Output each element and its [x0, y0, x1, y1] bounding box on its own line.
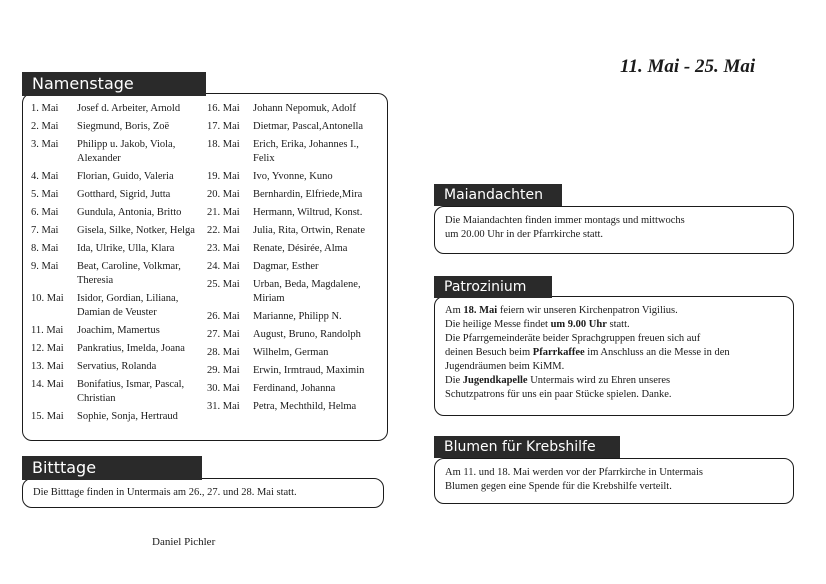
- nameday-names: Erich, Erika, Johannes I., Felix: [253, 139, 359, 164]
- nameday-date: 16. Mai: [207, 103, 240, 114]
- nameday-row: [207, 364, 383, 378]
- patrozinium-line-1: [445, 304, 783, 318]
- nameday-date: 17. Mai: [207, 121, 240, 132]
- nameday-row: [207, 260, 383, 274]
- nameday-row: [31, 378, 209, 406]
- nameday-row: [207, 328, 383, 342]
- bitttage-box: [22, 478, 384, 508]
- nameday-date: 1. Mai: [31, 103, 59, 114]
- namenstage-box: [22, 93, 388, 441]
- nameday-names: Gotthard, Sigrid, Jutta: [77, 189, 171, 200]
- nameday-names: Pankratius, Imelda, Joana: [77, 343, 185, 354]
- date-range-title: 11. Mai - 25. Mai: [620, 56, 756, 77]
- bitttage-text: Die Bitttage finden in Untermais am 26., 27. und 28. Mai statt.: [33, 487, 297, 498]
- nameday-names: Johann Nepomuk, Adolf: [253, 103, 356, 114]
- nameday-row: [31, 224, 209, 238]
- nameday-row: [207, 400, 383, 414]
- nameday-names: Ida, Ulrike, Ulla, Klara: [77, 243, 175, 254]
- nameday-row: [207, 346, 383, 360]
- nameday-names: Marianne, Philipp N.: [253, 311, 342, 322]
- nameday-date: 18. Mai: [207, 139, 240, 150]
- text-segment: feiern wir unseren Kirchenpatron Vigilius.: [497, 305, 678, 316]
- krebshilfe-line-2: Blumen gegen eine Spende für die Krebshilfe verteilt.: [445, 481, 672, 492]
- nameday-names: Petra, Mechthild, Helma: [253, 401, 357, 412]
- nameday-date: 28. Mai: [207, 347, 240, 358]
- nameday-date: 29. Mai: [207, 365, 240, 376]
- nameday-names: Renate, Désirée, Alma: [253, 243, 348, 254]
- text-segment: Die: [445, 375, 463, 386]
- nameday-date: 7. Mai: [31, 225, 59, 236]
- nameday-names: August, Bruno, Randolph: [253, 329, 361, 340]
- nameday-date: 6. Mai: [31, 207, 59, 218]
- nameday-names: Gisela, Silke, Notker, Helga: [77, 225, 195, 236]
- namenstage-heading: Namenstage: [22, 72, 206, 96]
- nameday-row: [207, 170, 383, 184]
- nameday-names: Julia, Rita, Ortwin, Renate: [253, 225, 365, 236]
- nameday-row: [31, 410, 209, 424]
- patrozinium-heading: Patrozinium: [434, 276, 552, 298]
- text-segment: Die heilige Messe findet: [445, 319, 551, 330]
- nameday-names: Servatius, Rolanda: [77, 361, 157, 372]
- nameday-names: Dietmar, Pascal,Antonella: [253, 121, 364, 132]
- nameday-date: 23. Mai: [207, 243, 240, 254]
- patrozinium-line-6: [445, 374, 783, 388]
- nameday-names: Dagmar, Esther: [253, 261, 319, 272]
- nameday-date: 24. Mai: [207, 261, 240, 272]
- nameday-date: 25. Mai: [207, 279, 240, 290]
- nameday-names: Ferdinand, Johanna: [253, 383, 336, 394]
- nameday-names: Gundula, Antonia, Britto: [77, 207, 182, 218]
- nameday-date: 20. Mai: [207, 189, 240, 200]
- nameday-names: Joachim, Mamertus: [77, 325, 160, 336]
- nameday-row: [31, 324, 209, 338]
- nameday-row: [31, 138, 209, 166]
- patrozinium-line-3: Die Pfarrgemeinderäte beider Sprachgruppen freuen sich auf: [445, 333, 701, 344]
- nameday-names: Philipp u. Jakob, Viola, Alexander: [77, 139, 176, 164]
- nameday-row: [31, 170, 209, 184]
- nameday-names: Beat, Caroline, Volkmar, Theresia: [77, 261, 181, 286]
- nameday-date: 27. Mai: [207, 329, 240, 340]
- maiandachten-heading: Maiandachten: [434, 184, 562, 206]
- patrozinium-line-4: [445, 346, 783, 360]
- nameday-row: [31, 120, 209, 134]
- krebshilfe-box: [434, 458, 794, 504]
- nameday-row: [31, 242, 209, 256]
- nameday-date: 13. Mai: [31, 361, 64, 372]
- nameday-names: Wilhelm, German: [253, 347, 329, 358]
- nameday-names: Bonifatius, Ismar, Pascal, Christian: [77, 379, 185, 404]
- text-segment: im Anschluss an die Messe in den: [584, 347, 730, 358]
- nameday-names: Josef d. Arbeiter, Arnold: [77, 103, 181, 114]
- nameday-row: [207, 138, 383, 166]
- nameday-names: Bernhardin, Elfriede,Mira: [253, 189, 363, 200]
- nameday-names: Hermann, Wiltrud, Konst.: [253, 207, 363, 218]
- nameday-names: Erwin, Irmtraud, Maximin: [253, 365, 365, 376]
- author-signature: Daniel Pichler: [152, 536, 216, 548]
- nameday-date: 26. Mai: [207, 311, 240, 322]
- nameday-date: 12. Mai: [31, 343, 64, 354]
- nameday-names: Urban, Beda, Magdalene, Miriam: [253, 279, 361, 304]
- namenstage-column-2: [207, 102, 383, 418]
- nameday-date: 22. Mai: [207, 225, 240, 236]
- jugendkapelle-highlight: Jugendkapelle: [462, 375, 528, 386]
- nameday-date: 31. Mai: [207, 401, 240, 412]
- text-segment: deinen Besuch beim: [445, 347, 533, 358]
- nameday-row: [31, 292, 209, 320]
- nameday-date: 9. Mai: [31, 261, 59, 272]
- nameday-row: [31, 260, 209, 288]
- nameday-names: Sophie, Sonja, Hertraud: [77, 411, 178, 422]
- nameday-row: [31, 188, 209, 202]
- nameday-row: [207, 242, 383, 256]
- nameday-row: [207, 310, 383, 324]
- nameday-date: 11. Mai: [31, 325, 64, 336]
- nameday-date: 5. Mai: [31, 189, 59, 200]
- krebshilfe-line-1: Am 11. und 18. Mai werden vor der Pfarrkirche in Untermais: [445, 467, 703, 478]
- nameday-row: [31, 206, 209, 220]
- nameday-row: [207, 102, 383, 116]
- patrozinium-box: [434, 296, 794, 416]
- text-segment: statt.: [606, 319, 630, 330]
- namenstage-column-1: [31, 102, 209, 428]
- nameday-date: 15. Mai: [31, 411, 64, 422]
- nameday-date: 3. Mai: [31, 139, 59, 150]
- nameday-date: 4. Mai: [31, 171, 59, 182]
- nameday-row: [207, 278, 383, 306]
- nameday-row: [31, 102, 209, 116]
- nameday-row: [31, 360, 209, 374]
- nameday-date: 10. Mai: [31, 293, 64, 304]
- nameday-date: 14. Mai: [31, 379, 64, 390]
- nameday-date: 19. Mai: [207, 171, 240, 182]
- nameday-names: Siegmund, Boris, Zoë: [77, 121, 170, 132]
- nameday-row: [207, 120, 383, 134]
- maiandachten-box: [434, 206, 794, 254]
- text-segment: Am: [445, 305, 464, 316]
- nameday-row: [31, 342, 209, 356]
- patrozinium-line-2: [445, 318, 783, 332]
- patrozinium-line-7: Schutzpatrons für uns ein paar Stücke spielen. Danke.: [445, 389, 672, 400]
- maiandachten-line-1: Die Maiandachten finden immer montags und mittwochs: [445, 215, 685, 226]
- nameday-date: 2. Mai: [31, 121, 59, 132]
- time-highlight: um 9.00 Uhr: [550, 319, 607, 330]
- nameday-row: [207, 224, 383, 238]
- nameday-names: Ivo, Yvonne, Kuno: [253, 171, 333, 182]
- nameday-date: 30. Mai: [207, 383, 240, 394]
- pfarrkaffee-highlight: Pfarrkaffee: [532, 347, 585, 358]
- bitttage-heading: Bitttage: [22, 456, 202, 480]
- maiandachten-line-2: um 20.00 Uhr in der Pfarrkirche statt.: [445, 229, 604, 240]
- patrozinium-line-5: Jugendräumen beim KiMM.: [445, 361, 565, 372]
- nameday-date: 21. Mai: [207, 207, 240, 218]
- nameday-names: Florian, Guido, Valeria: [77, 171, 174, 182]
- nameday-names: Isidor, Gordian, Liliana, Damian de Veuster: [77, 293, 179, 318]
- nameday-row: [207, 188, 383, 202]
- krebshilfe-heading: Blumen für Krebshilfe: [434, 436, 620, 458]
- nameday-row: [207, 206, 383, 220]
- text-segment: Untermais wird zu Ehren unseres: [527, 375, 671, 386]
- date-highlight: 18. Mai: [463, 305, 498, 316]
- nameday-row: [207, 382, 383, 396]
- nameday-date: 8. Mai: [31, 243, 59, 254]
